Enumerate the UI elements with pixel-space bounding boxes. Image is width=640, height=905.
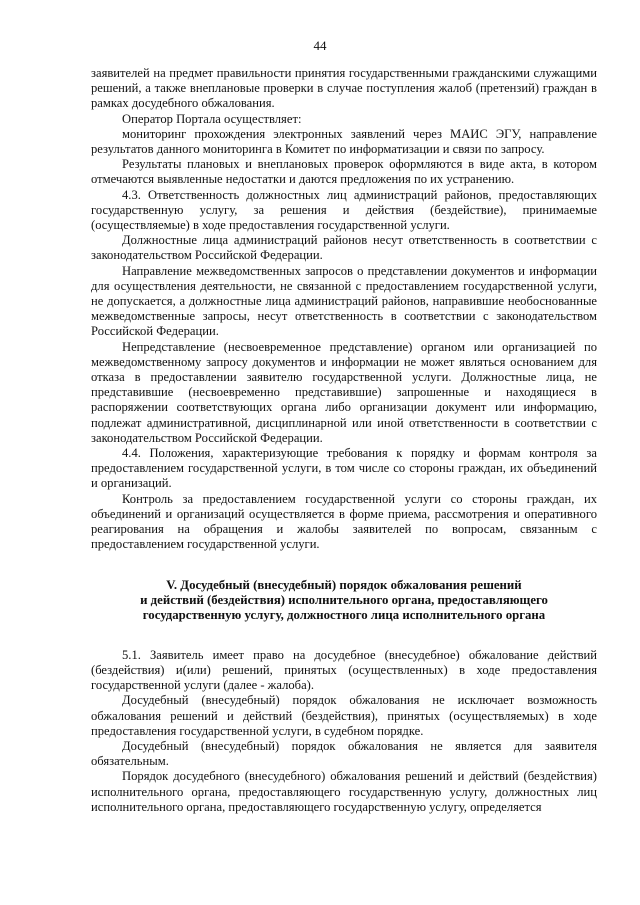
paragraphs-bottom [91,648,597,815]
paragraph: Контроль за предоставлением государственной услуги со стороны граждан, их объединений и организаций осуществляется в форме приема, рассмотрения и оперативного реагирования на обращения и жалобы заявителей по вопросам, связанным с предоставлением государственной услуги. [91,491,597,552]
section-heading [91,578,597,624]
paragraph: заявителей на предмет правильности принятия государственными гражданскими служащими решений, а также внеплановые проверки в случае поступления жалоб (претензий) граждан в рамках досудебного обжалования. [91,66,597,111]
paragraph: 4.4. Положения, характеризующие требования к порядку и формам контроля за предоставлением государственной услуги, в том числе со стороны граждан, их объединений и организаций. [91,446,597,491]
paragraph: 4.3. Ответственность должностных лиц администраций районов, предоставляющих государственную услугу, за решения и действия (бездействие), принимаемые (осуществляемые) в ходе предоставления государственной услуги. [91,187,597,233]
page-number: 44 [313,38,327,53]
document-body [91,66,597,815]
paragraph: Порядок досудебного (внесудебного) обжалования решений и действий (бездействия) исполнительного органа, предоставляющего государственную услугу, должностных лиц исполнительного органа, предоставляющего государственную услугу, определяется [91,769,597,814]
paragraph: Непредставление (несвоевременное представление) органом или организацией по межведомственному запросу документов и информации не может являться основанием для отказа в предоставлении заявителю государственной услуги. Должностные лица, не представившие (несвоевременно представившие) запрошенные и находящиеся в распоряжении соответствующих органа либо организации документ или информацию, подлежат административной, дисциплинарной или иной ответственности в соответствии с законодательством Российской Федерации. [91,339,597,445]
paragraph: Результаты плановых и внеплановых проверок оформляются в виде акта, в котором отмечаются выявленные недостатки и даются предложения по их устранению. [91,157,597,187]
paragraph: Направление межведомственных запросов о представлении документов и информации для осуществления деятельности, не связанной с предоставлением государственной услуги, не допускается, а должностные лица администраций районов, направившие необоснованные межведомственные запросы, несут ответственность в соответствии с законодательством Российской Федерации. [91,263,597,339]
paragraph: Оператор Портала осуществляет: [122,111,302,126]
section-heading-line: государственную услугу, должностного лица исполнительного органа [142,608,546,623]
paragraph: Должностные лица администраций районов несут ответственность в соответствии с законодательством Российской Федерации. [91,233,597,263]
paragraphs-top [91,66,597,553]
paragraph: 5.1. Заявитель имеет право на досудебное (внесудебное) обжалование действий (бездействия) и(или) решений, принятых (осуществленных) в ходе предоставления государственной услуги (далее - жалоба). [91,647,597,693]
section-heading-line: V. Досудебный (внесудебный) порядок обжалования решений [166,577,522,592]
section-heading-line: и действий (бездействия) исполнительного органа, предоставляющего [140,592,548,607]
paragraph: Досудебный (внесудебный) порядок обжалования не исключает возможность обжалования решений и действий (бездействия), принятых (осуществляемых) в ходе предоставления государственной услуги, в судебном порядке. [91,693,597,738]
paragraph: Досудебный (внесудебный) порядок обжалования не является для заявителя обязательным. [91,738,597,769]
paragraph: мониторинг прохождения электронных заявлений через МАИС ЭГУ, направление результатов данного мониторинга в Комитет по информатизации и связи по запросу. [91,126,597,157]
